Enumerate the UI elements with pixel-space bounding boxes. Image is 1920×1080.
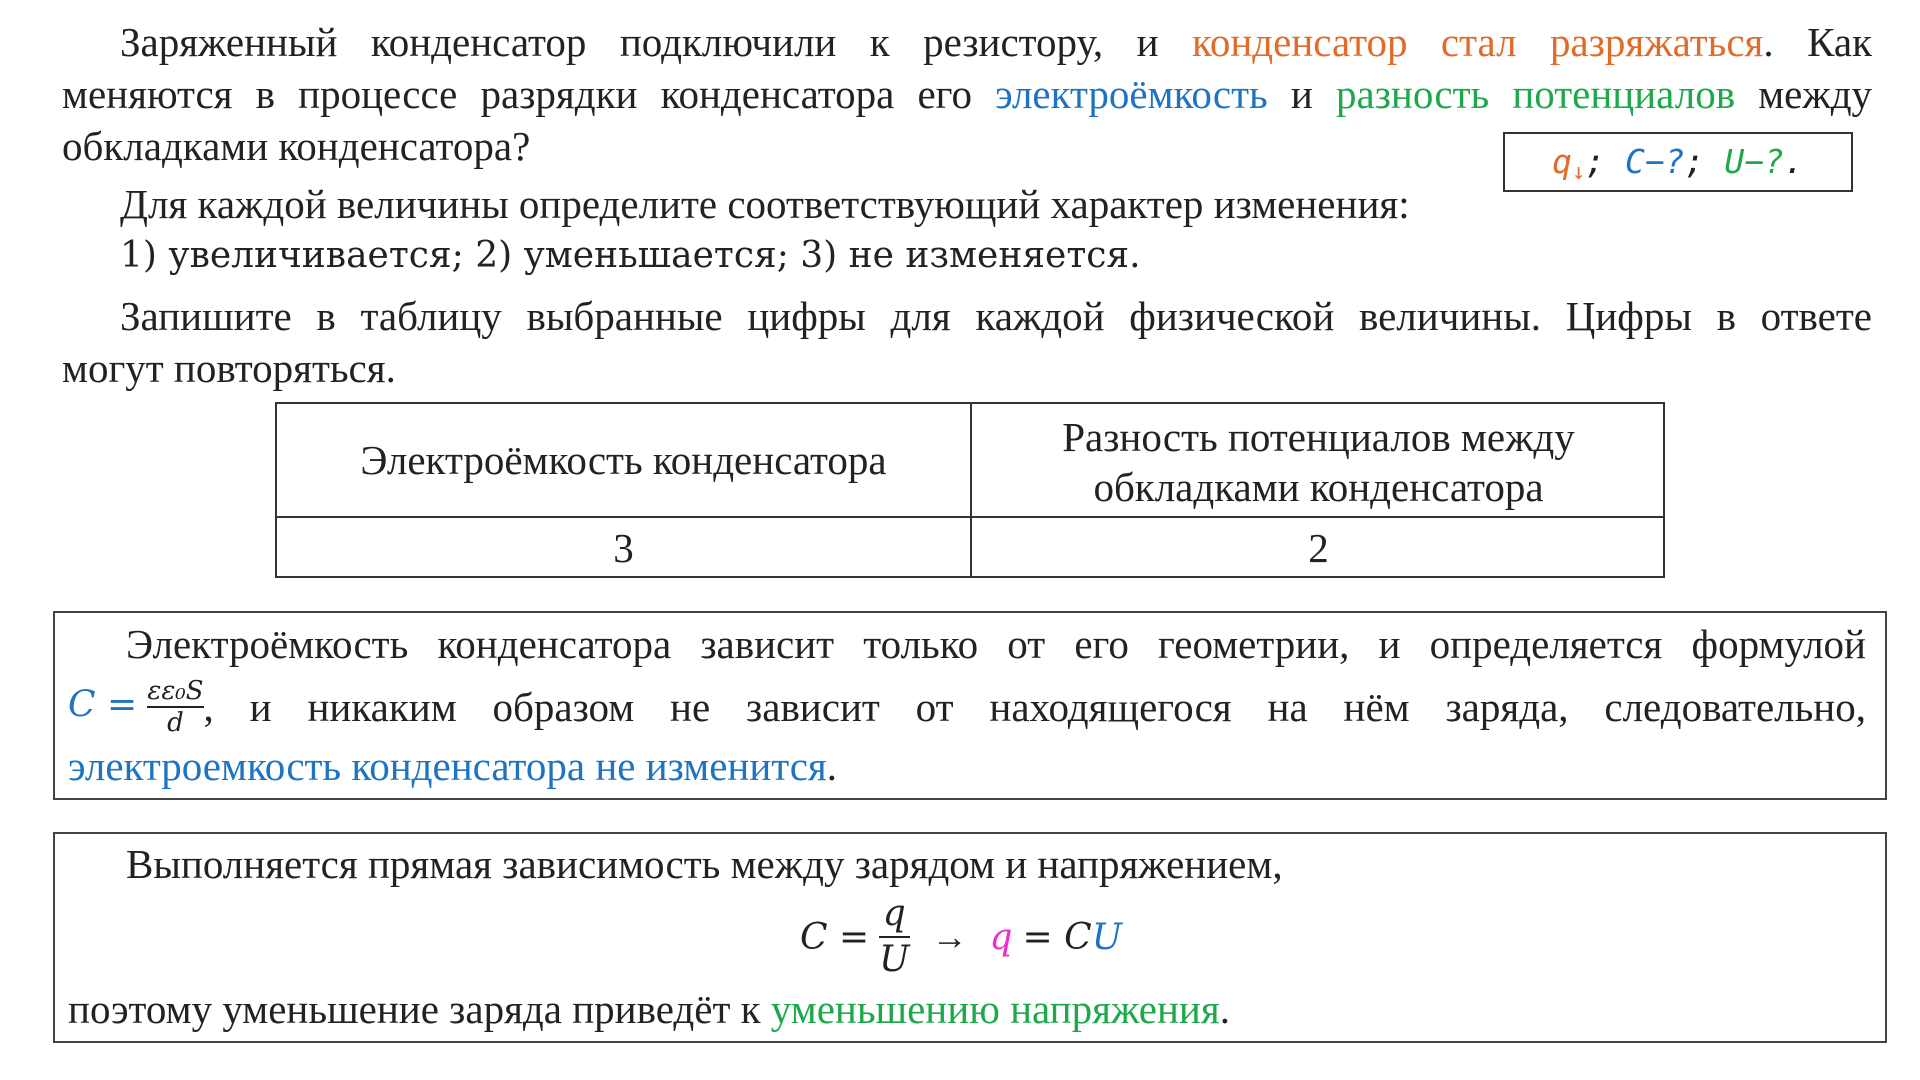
formula-eq: = C — [1022, 916, 1092, 958]
formula-u: U — [1091, 916, 1123, 958]
formula-q: q — [989, 916, 1013, 958]
given-end: . — [1783, 142, 1804, 181]
explanation1-line-3: электроемкость конденсатора не изменится. — [68, 743, 838, 789]
explanation-text: , и никаким образом не зависит от находящегося на нём заряда, следовательно, — [203, 684, 1866, 730]
problem-line-2 — [62, 68, 1872, 120]
conclusion-voltage: уменьшению напряжения — [770, 986, 1220, 1032]
problem-line-7: могут повторяться. — [62, 345, 396, 391]
formula-numerator: εε₀S — [147, 676, 204, 706]
problem-text: и — [1290, 71, 1313, 117]
highlight-discharging: конденсатор стал разряжаться — [1191, 19, 1764, 65]
formula-denominator: U — [879, 939, 910, 980]
highlight-capacitance: электроёмкость — [995, 71, 1268, 117]
table-answer-capacitance: 3 — [613, 525, 634, 571]
table-answer-potential: 2 — [1308, 525, 1329, 571]
given-q-arrow: ↓ — [1572, 160, 1586, 185]
problem-line-4: Для каждой величины определите соответствующий характер изменения: — [120, 181, 1410, 227]
highlight-potential-difference: разность потенциалов — [1336, 71, 1736, 117]
formula-c: C = — [800, 916, 870, 958]
problem-line-6: Запишите в таблицу выбранные цифры для каждой физической величины. Цифры в ответе — [120, 293, 1872, 339]
capacitance-formula — [68, 676, 204, 738]
explanation1-line-2 — [68, 676, 1866, 738]
table-header-capacitance: Электроёмкость конденсатора — [360, 437, 887, 483]
problem-text: между — [1758, 71, 1873, 117]
problem-line-3: обкладками конденсатора? — [62, 123, 531, 169]
problem-text: меняются в процессе разрядки конденсатора его — [62, 71, 972, 117]
explanation1-line-1: Электроёмкость конденсатора зависит только от его геометрии, и определяется формулой — [126, 621, 1866, 667]
answer-table — [275, 402, 1665, 578]
given-q: q — [1552, 142, 1573, 181]
formula-numerator: q — [882, 893, 906, 934]
table-header-potential-line2: обкладками конденсатора — [1093, 464, 1544, 510]
given-sep: ; — [1684, 142, 1705, 181]
given-u: U−? — [1724, 142, 1784, 181]
conclusion-capacitance: электроемкость конденсатора не изменится — [68, 743, 827, 789]
given-c: C−? — [1625, 142, 1685, 181]
given-sep: ; — [1585, 142, 1606, 181]
problem-line-5: 1) увеличивается; 2) уменьшается; 3) не изменяется. — [120, 235, 1141, 276]
given-box — [1503, 132, 1853, 192]
charge-voltage-formula — [800, 892, 1122, 982]
explanation2-line-3: поэтому уменьшение заряда приведёт к уменьшению напряжения. — [68, 986, 1230, 1032]
arrow-icon: → — [931, 917, 968, 957]
formula-fraction — [147, 676, 203, 738]
problem-text: . Как — [1763, 19, 1872, 65]
problem-text: Заряженный конденсатор подключили к резистору, и — [120, 19, 1159, 65]
explanation2-line-1: Выполняется прямая зависимость между зарядом и напряжением, — [126, 841, 1283, 887]
problem-line-1 — [62, 16, 1872, 68]
table-divider — [277, 516, 1663, 518]
table-header-potential-line1: Разность потенциалов между — [1062, 414, 1575, 460]
formula-lhs: C = — [68, 684, 138, 726]
formula-denominator: d — [167, 708, 184, 738]
formula-fraction — [879, 892, 909, 982]
